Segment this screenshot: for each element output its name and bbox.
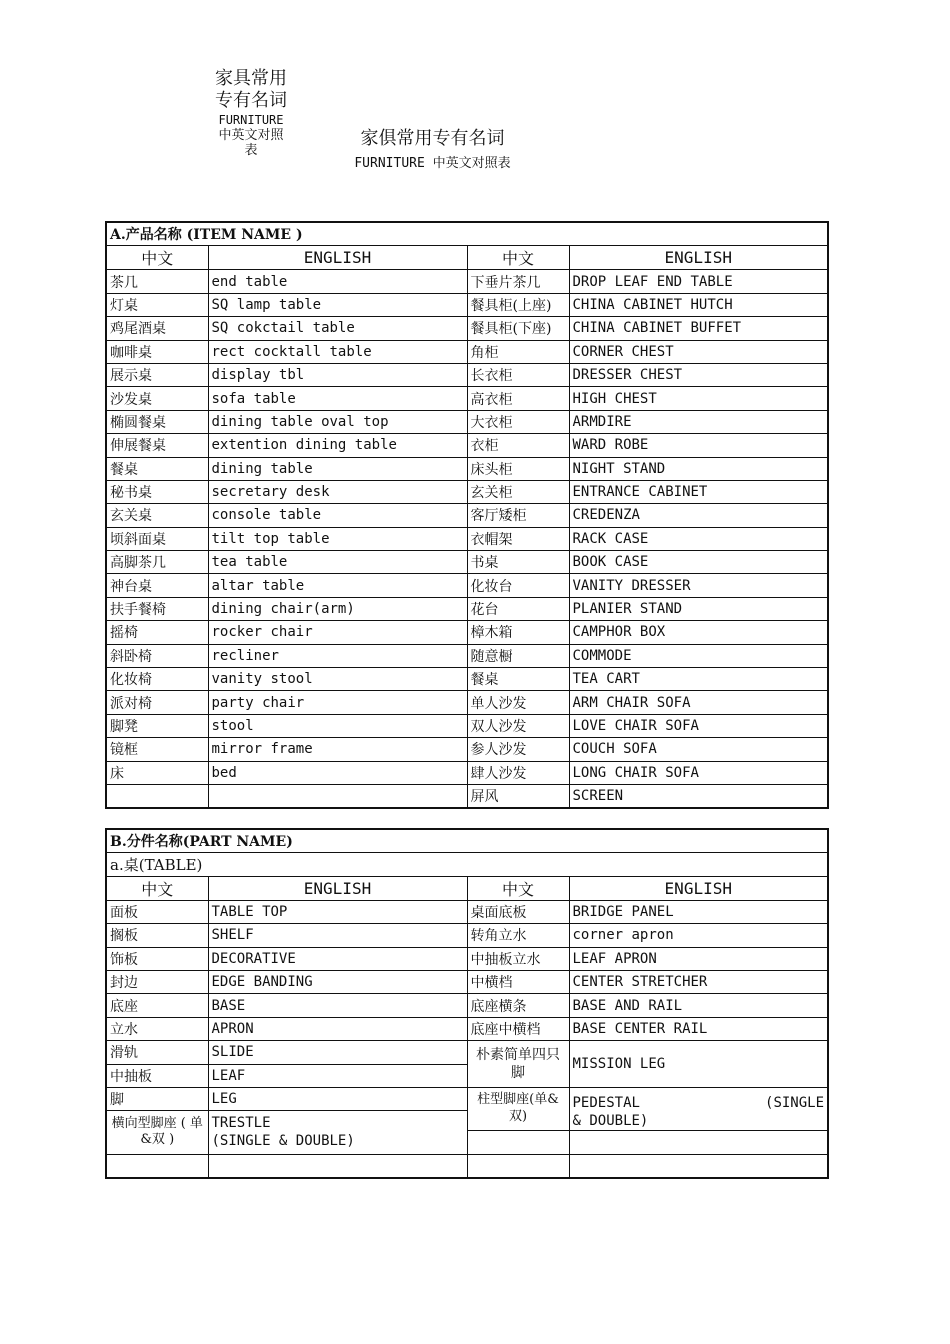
cell-en: LEAF (208, 1064, 467, 1087)
section-b-title-row (106, 829, 828, 853)
cell-cn: 化妆台 (467, 574, 569, 597)
cell-cn: 高衣柜 (467, 387, 569, 410)
cell-en: display tbl (208, 363, 467, 386)
cell-en: BOOK CASE (569, 551, 828, 574)
trestle-text-2: (SINGLE & DOUBLE) (211, 1133, 355, 1150)
cell-cn: 展示桌 (106, 363, 208, 386)
cell-cn: 餐具柜(下座) (467, 317, 569, 340)
header-cn-1: 中文 (106, 246, 208, 270)
table-row (106, 457, 828, 480)
cell-en: CENTER STRETCHER (569, 970, 828, 993)
table-row (106, 691, 828, 714)
pedestal-line1 (573, 1094, 825, 1112)
cell-en: SCREEN (569, 784, 828, 808)
trestle-text-1: TRESTLE (211, 1115, 271, 1132)
cell-cn: 咖啡桌 (106, 340, 208, 363)
table-row (106, 784, 828, 808)
header-en-2: ENGLISH (569, 246, 828, 270)
cell-empty (467, 1154, 569, 1178)
cell-en: COUCH SOFA (569, 738, 828, 761)
pedestal-text-1: PEDESTAL (572, 1094, 640, 1111)
cell-cn: 桌面底板 (467, 900, 569, 923)
cell-cn: 角柜 (467, 340, 569, 363)
cell-cn: 玄关桌 (106, 504, 208, 527)
cell-cn: 书桌 (467, 551, 569, 574)
cell-cn: 搁板 (106, 924, 208, 947)
left-title-line4: 中英文对照 (218, 127, 284, 143)
left-title-line1: 家具常用 (215, 68, 287, 89)
item-name-table (105, 221, 829, 809)
table-row (106, 970, 828, 993)
main-title-block (330, 124, 535, 171)
cell-cn: 客厅矮柜 (467, 504, 569, 527)
cell-cn: 鸡尾酒桌 (106, 317, 208, 340)
cell-cn: 立水 (106, 1017, 208, 1040)
cell-en: corner apron (569, 924, 828, 947)
cell-cn: 下垂片茶几 (467, 270, 569, 293)
table-row (106, 574, 828, 597)
cell-en (569, 1087, 828, 1130)
table-row (106, 504, 828, 527)
cell-cn: 神台桌 (106, 574, 208, 597)
header-cn-2: 中文 (467, 876, 569, 900)
cell-cn: 灯桌 (106, 293, 208, 316)
table-row (106, 994, 828, 1017)
cell-en: CREDENZA (569, 504, 828, 527)
table-row (106, 597, 828, 620)
section-b-subtitle-row (106, 853, 828, 876)
section-b-body (106, 900, 828, 1040)
table-row (106, 621, 828, 644)
cell-cn: 玄关柜 (467, 480, 569, 503)
cell-cn: 衣柜 (467, 434, 569, 457)
cell-en: SHELF (208, 924, 467, 947)
cell-cn: 床头柜 (467, 457, 569, 480)
table-row (106, 1154, 828, 1178)
cell-empty (208, 1154, 467, 1178)
cell-en (208, 784, 467, 808)
cell-cn: 中横档 (467, 970, 569, 993)
cell-cn: 摇椅 (106, 621, 208, 644)
cell-cn: 中抽板立水 (467, 947, 569, 970)
table-row (106, 317, 828, 340)
cell-en: CAMPHOR BOX (569, 621, 828, 644)
table-row (106, 527, 828, 550)
cell-en: TEA CART (569, 668, 828, 691)
cell-en: DECORATIVE (208, 947, 467, 970)
header-cn-2: 中文 (467, 246, 569, 270)
table-row (106, 761, 828, 784)
cell-empty (569, 1154, 828, 1178)
cell-cn: 面板 (106, 900, 208, 923)
section-a-title: A.产品名称 (ITEM NAME ) (106, 222, 828, 246)
cell-en: stool (208, 714, 467, 737)
table-row (106, 363, 828, 386)
cell-en: DROP LEAF END TABLE (569, 270, 828, 293)
cell-en: COMMODE (569, 644, 828, 667)
cell-en: WARD ROBE (569, 434, 828, 457)
cell-empty (467, 1131, 569, 1154)
cell-cn: 底座 (106, 994, 208, 1017)
cell-en: dining chair(arm) (208, 597, 467, 620)
cell-en: secretary desk (208, 480, 467, 503)
cell-en: RACK CASE (569, 527, 828, 550)
table-row (106, 270, 828, 293)
cell-cn: 伸展餐桌 (106, 434, 208, 457)
table-row (106, 947, 828, 970)
cell-en: BASE CENTER RAIL (569, 1017, 828, 1040)
cell-en: NIGHT STAND (569, 457, 828, 480)
cell-en: LEG (208, 1087, 467, 1110)
cell-en: dining table oval top (208, 410, 467, 433)
cell-en: DRESSER CHEST (569, 363, 828, 386)
cell-cn: 斜卧椅 (106, 644, 208, 667)
header-cn-1: 中文 (106, 876, 208, 900)
pedestal-text-3: & DOUBLE) (572, 1113, 649, 1130)
cell-cn: 屏风 (467, 784, 569, 808)
cell-cn: 单人沙发 (467, 691, 569, 714)
cell-cn: 中抽板 (106, 1064, 208, 1087)
cell-en: MISSION LEG (569, 1041, 828, 1088)
cell-en: LEAF APRON (569, 947, 828, 970)
cell-en: CHINA CABINET BUFFET (569, 317, 828, 340)
table-row (106, 551, 828, 574)
table-row (106, 1041, 828, 1064)
cell-cn: 封边 (106, 970, 208, 993)
cell-en: extention dining table (208, 434, 467, 457)
cell-cn: 顷斜面桌 (106, 527, 208, 550)
cell-en: console table (208, 504, 467, 527)
cell-cn: 随意橱 (467, 644, 569, 667)
left-title-line5: 表 (244, 143, 258, 159)
cell-cn: 大衣柜 (467, 410, 569, 433)
cell-en: ARM CHAIR SOFA (569, 691, 828, 714)
header-en-1: ENGLISH (208, 876, 467, 900)
table-row (106, 668, 828, 691)
cell-en: TABLE TOP (208, 900, 467, 923)
section-a-body (106, 270, 828, 808)
header-en-2: ENGLISH (569, 876, 828, 900)
cell-en: BASE AND RAIL (569, 994, 828, 1017)
left-title-line3: FURNITURE (218, 113, 284, 128)
cell-cn: 茶几 (106, 270, 208, 293)
cell-empty (569, 1131, 828, 1154)
header-en-1: ENGLISH (208, 246, 467, 270)
cell-en: ENTRANCE CABINET (569, 480, 828, 503)
table-row (106, 340, 828, 363)
cell-en (208, 1111, 467, 1154)
table-row (106, 480, 828, 503)
section-b-header-row (106, 876, 828, 900)
cell-en: dining table (208, 457, 467, 480)
main-subtitle: FURNITURE 中英文对照表 (354, 156, 511, 171)
table-row (106, 387, 828, 410)
cell-en: CORNER CHEST (569, 340, 828, 363)
cell-cn: 餐桌 (467, 668, 569, 691)
cell-cn: 滑轨 (106, 1041, 208, 1064)
cell-cn: 餐桌 (106, 457, 208, 480)
table-row (106, 293, 828, 316)
cell-en: end table (208, 270, 467, 293)
cell-cn: 朴素简单四只脚 (467, 1041, 569, 1088)
cell-cn: 双人沙发 (467, 714, 569, 737)
cell-cn: 参人沙发 (467, 738, 569, 761)
cell-cn: 长衣柜 (467, 363, 569, 386)
cell-cn: 饰板 (106, 947, 208, 970)
cell-cn: 高脚茶几 (106, 551, 208, 574)
cell-en: PLANIER STAND (569, 597, 828, 620)
cell-en: SQ lamp table (208, 293, 467, 316)
cell-en: EDGE BANDING (208, 970, 467, 993)
table-row (106, 900, 828, 923)
cell-en: vanity stool (208, 668, 467, 691)
section-a-title-row (106, 222, 828, 246)
cell-cn: 花台 (467, 597, 569, 620)
cell-en: APRON (208, 1017, 467, 1040)
cell-cn: 扶手餐椅 (106, 597, 208, 620)
main-title: 家俱常用专有名词 (360, 128, 505, 149)
cell-cn: 衣帽架 (467, 527, 569, 550)
cell-en: BRIDGE PANEL (569, 900, 828, 923)
cell-cn: 底座横条 (467, 994, 569, 1017)
cell-en: SQ cokctail table (208, 317, 467, 340)
cell-en: party chair (208, 691, 467, 714)
cell-en: altar table (208, 574, 467, 597)
cell-en: HIGH CHEST (569, 387, 828, 410)
cell-empty (106, 1154, 208, 1178)
cell-cn: 樟木箱 (467, 621, 569, 644)
cell-cn: 秘书桌 (106, 480, 208, 503)
cell-en: tea table (208, 551, 467, 574)
cell-en: recliner (208, 644, 467, 667)
cell-cn: 底座中横档 (467, 1017, 569, 1040)
cell-en: LONG CHAIR SOFA (569, 761, 828, 784)
table-row (106, 1017, 828, 1040)
cell-cn: 转角立水 (467, 924, 569, 947)
cell-cn: 脚凳 (106, 714, 208, 737)
cell-cn: 柱型脚座(单&双) (467, 1087, 569, 1130)
left-title-block (204, 68, 298, 159)
table-row (106, 924, 828, 947)
table-row (106, 1087, 828, 1110)
section-b-subtitle: a.桌(TABLE) (106, 853, 828, 876)
table-row (106, 434, 828, 457)
cell-en: bed (208, 761, 467, 784)
cell-en: SLIDE (208, 1041, 467, 1064)
cell-en: BASE (208, 994, 467, 1017)
cell-en: mirror frame (208, 738, 467, 761)
cell-cn: 横向型脚座 ( 单&双 ) (106, 1111, 208, 1154)
cell-cn: 派对椅 (106, 691, 208, 714)
cell-cn: 化妆椅 (106, 668, 208, 691)
cell-en: CHINA CABINET HUTCH (569, 293, 828, 316)
cell-en: tilt top table (208, 527, 467, 550)
cell-en: rocker chair (208, 621, 467, 644)
cell-cn: 椭圆餐桌 (106, 410, 208, 433)
cell-cn (106, 784, 208, 808)
section-b-title: B.分件名称(PART NAME) (106, 829, 828, 853)
cell-en: rect cocktall table (208, 340, 467, 363)
left-title-line2: 专有名词 (215, 89, 287, 111)
pedestal-text-2: (SINGLE (765, 1094, 825, 1111)
cell-cn: 脚 (106, 1087, 208, 1110)
cell-cn: 沙发桌 (106, 387, 208, 410)
table-row (106, 644, 828, 667)
cell-en: ARMDIRE (569, 410, 828, 433)
cell-en: sofa table (208, 387, 467, 410)
table-row (106, 410, 828, 433)
cell-cn: 镜框 (106, 738, 208, 761)
cell-cn: 床 (106, 761, 208, 784)
part-name-table (105, 828, 829, 1179)
table-row (106, 714, 828, 737)
cell-en: LOVE CHAIR SOFA (569, 714, 828, 737)
cell-cn: 餐具柜(上座) (467, 293, 569, 316)
cell-cn: 肆人沙发 (467, 761, 569, 784)
cell-en: VANITY DRESSER (569, 574, 828, 597)
section-a-header-row (106, 246, 828, 270)
table-row (106, 738, 828, 761)
